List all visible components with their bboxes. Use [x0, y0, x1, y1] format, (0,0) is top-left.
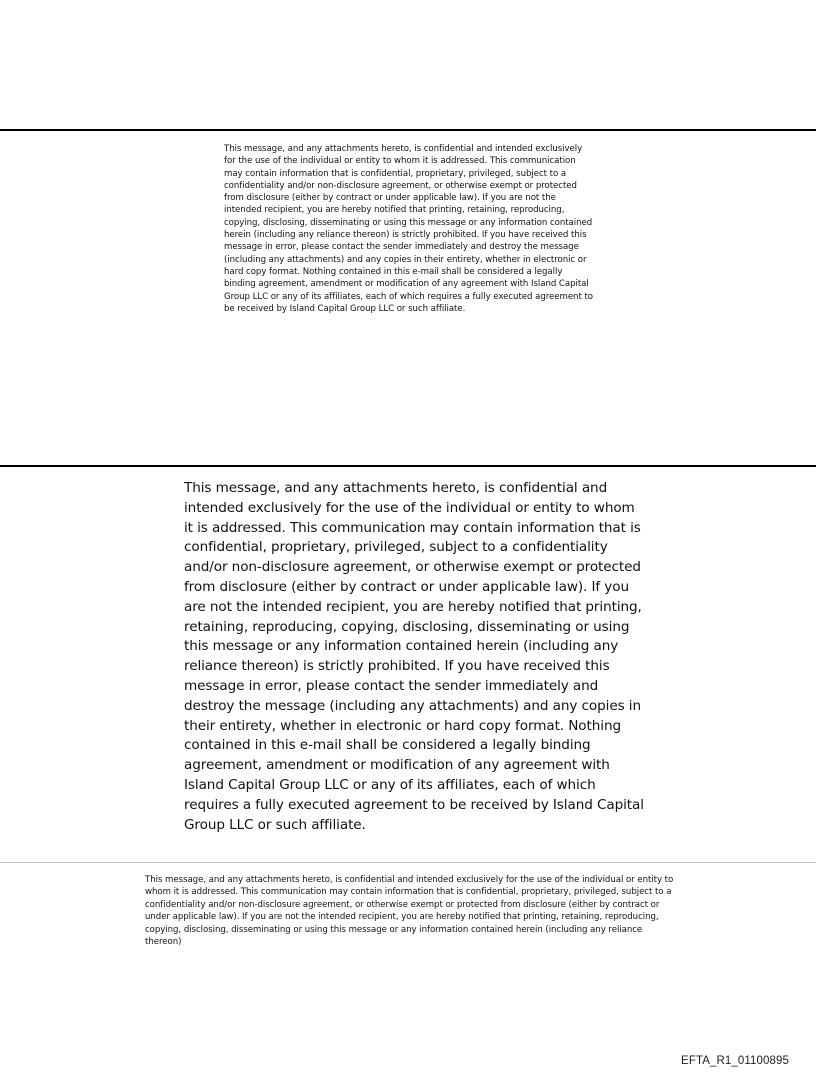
horizontal-rule-middle: [0, 465, 816, 467]
horizontal-rule-top: [0, 129, 816, 131]
horizontal-rule-light: [0, 862, 816, 863]
confidentiality-disclaimer-truncated: This message, and any attachments hereto, is confidential and intended exclusively for the use of the individual or entity to whom it is addressed. This communication may contain information that is confidential, proprietary, privileged, subject to a confidentiality and/or non-disclosure agreement, or otherwise exempt or protected from disclosure (either by contract or under applicable law). If you are not the intended recipient, you are hereby notified that printing, retaining, reproducing, copying, disclosing, disseminating or using this message or any information contained herein (including any reliance thereon): [145, 875, 674, 948]
confidentiality-disclaimer-small: This message, and any attachments hereto, is confidential and intended exclusively for the use of the individual or entity to whom it is addressed. This communication may contain information that is confidential, proprietary, privileged, subject to a confidentiality and/or non-disclosure agreement, or otherwise exempt or protected from disclosure (either by contract or under applicable law). If you are not the intended recipient, you are hereby notified that printing, retaining, reproducing, copying, disclosing, disseminating or using this message or any information contained herein (including any reliance thereon) is strictly prohibited. If you have received this message in error, please contact the sender immediately and destroy the message (including any attachments) and any copies in their entirety, whether in electronic or hard copy format. Nothing contained in this e-mail shall be considered a legally binding agreement, amendment or modification of any agreement with Island Capital Group LLC or any of its affiliates, each of which requires a fully executed agreement to be received by Island Capital Group LLC or such affiliate.: [224, 144, 593, 314]
confidentiality-disclaimer-large: This message, and any attachments hereto, is confidential and intended exclusively for the use of the individual or entity to whom it is addressed. This communication may contain information that is confidential, proprietary, privileged, subject to a confidentiality and/or non-disclosure agreement, or otherwise exempt or protected from disclosure (either by contract or under applicable law). If you are not the intended recipient, you are hereby notified that printing, retaining, reproducing, copying, disclosing, disseminating or using this message or any information contained herein (including any reliance thereon) is strictly prohibited. If you have received this message in error, please contact the sender immediately and destroy the message (including any attachments) and any copies in their entirety, whether in electronic or hard copy format. Nothing contained in this e-mail shall be considered a legally binding agreement, amendment or modification of any agreement with Island Capital Group LLC or any of its affiliates, each of which requires a fully executed agreement to be received by Island Capital Group LLC or such affiliate.: [184, 480, 644, 833]
document-id-footer: EFTA_R1_01100895: [681, 1055, 789, 1067]
